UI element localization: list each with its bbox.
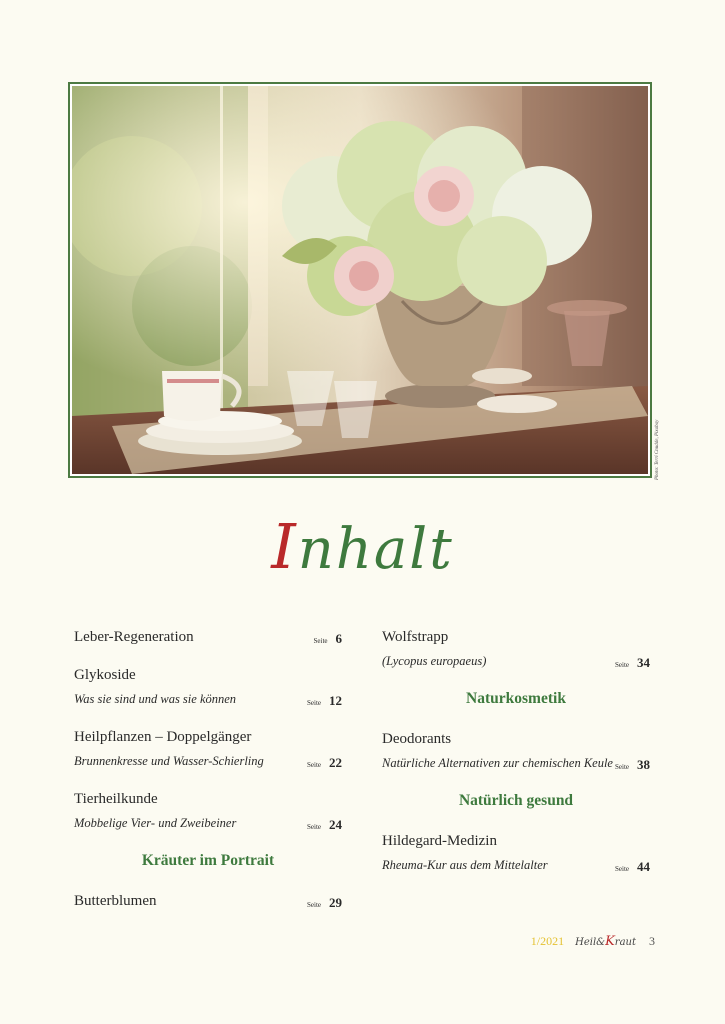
toc-entry-title: Glykoside — [74, 667, 136, 683]
toc-page-ref: Seite 24 — [307, 817, 342, 832]
toc-entry-subtitle: Brunnenkresse und Wasser-Schierling — [74, 754, 264, 768]
title-initial: I — [271, 510, 298, 583]
toc-right-column — [382, 625, 650, 891]
toc-entry-title: Leber-Regeneration — [74, 629, 194, 645]
page-footer — [531, 934, 655, 949]
toc-page-number: 24 — [329, 817, 342, 832]
toc-entry-title: Heilpflanzen – Doppelgänger — [74, 729, 252, 745]
toc-page-ref: Seite 44 — [615, 859, 650, 874]
toc-entry-butterblumen[interactable] — [74, 889, 342, 913]
toc-entry-subtitle: (Lycopus europaeus) — [382, 654, 487, 668]
toc-entry-hildegard[interactable] — [382, 829, 650, 877]
toc-page-number: 44 — [637, 859, 650, 874]
toc-page-ref: Seite 6 — [313, 631, 342, 646]
toc-left-column — [74, 625, 342, 927]
toc-page-number: 22 — [329, 755, 342, 770]
section-heading-kraeuter: Kräuter im Portrait — [141, 852, 275, 869]
toc-page-ref: Seite 22 — [307, 755, 342, 770]
toc-page-ref: Seite 29 — [307, 895, 342, 910]
toc-entry-subtitle: Was sie sind und was sie können — [74, 692, 237, 706]
section-heading-naturkosmetik: Naturkosmetik — [466, 690, 566, 707]
toc-entry-subtitle: Rheuma-Kur aus dem Mittelalter — [382, 858, 548, 872]
page-number: 3 — [649, 934, 655, 948]
toc-entry-title: Butterblumen — [74, 893, 157, 909]
toc-entry-title: Tierheilkunde — [74, 791, 158, 807]
toc-page-number: 29 — [329, 895, 342, 910]
toc-entry-subtitle: Mobbelige Vier- und Zweibeiner — [74, 816, 237, 830]
toc-entry-title: Deodorants — [382, 731, 452, 747]
title-rest: nhalt — [297, 517, 454, 582]
toc-entry-deodorants[interactable] — [382, 727, 650, 775]
toc-entry-glykoside[interactable] — [74, 663, 342, 711]
page-title — [0, 510, 725, 583]
toc-entry-subtitle: Natürliche Alternativen zur chemischen Keule — [382, 756, 613, 770]
toc-entry-title: Hildegard-Medizin — [382, 833, 497, 849]
toc-entry-wolfstrapp[interactable] — [382, 625, 650, 673]
section-heading-gesund: Natürlich gesund — [458, 792, 574, 809]
flower-vase-photo — [72, 86, 648, 474]
toc-page-ref: Seite 34 — [615, 655, 650, 670]
toc-page-number: 34 — [637, 655, 650, 670]
issue-number: 1/2021 — [530, 934, 565, 948]
toc-entry-leber[interactable] — [74, 625, 342, 649]
toc-page-number: 38 — [637, 757, 650, 772]
magazine-logo: Heil&Kraut — [575, 934, 636, 949]
toc-page-ref: Seite 38 — [615, 757, 650, 772]
toc-page-ref: Seite 12 — [307, 693, 342, 708]
toc-entry-heilpflanzen[interactable] — [74, 725, 342, 773]
toc-page-number: 6 — [335, 631, 342, 646]
toc-page-number: 12 — [329, 693, 342, 708]
toc-entry-tierheilkunde[interactable] — [74, 787, 342, 835]
photo-credit: Photo: Terri Cnudde, Pixabay — [655, 419, 660, 480]
toc-entry-title: Wolfstrapp — [382, 629, 449, 645]
cover-photo — [68, 82, 652, 478]
